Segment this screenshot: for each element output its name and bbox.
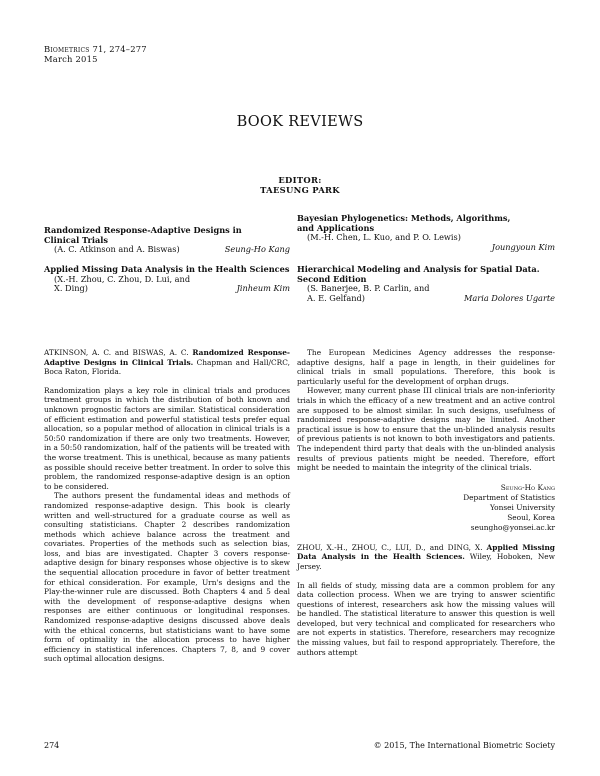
- review1-paragraph: Randomization plays a key role in clinical trials and produces treatment groups in which the distribution of both known and unknown prognostic factors are similar. Statistical consideration of efficient estimation and powerful statistical tests prefer equal allocation, so a popular method of allocation in clinical trials is a 50:50 randomization if there are only two treatments. However, in a 50:50 randomization, half of the patients will be treated with the worse treatment. This is unethical, because as many patients as possible should receive better treatment. In order to solve this problem, the randomized response-adaptive design is an option to be considered.: [44, 385, 290, 491]
- signature-email: seungho@yonsei.ac.kr: [470, 522, 555, 532]
- journal-name: Biometrics: [44, 44, 90, 54]
- signature-name: Seung-Ho Kang: [500, 482, 555, 492]
- left-column: [44, 348, 290, 664]
- toc-entry[interactable]: [297, 265, 555, 303]
- review2-publisher: Wiley, Hoboken, New Jersey.: [297, 552, 555, 571]
- review1-paragraph: The European Medicines Agency addresses the response-adaptive designs, half a page in length, in their guidelines for clinical trials in small populations. Therefore, this book is particularly useful for the development of orphan drugs.: [297, 348, 555, 386]
- toc-authors: (X.-H. Zhou, C. Zhou, D. Lui, and: [54, 273, 191, 284]
- toc-authors: A. E. Gelfand): [307, 292, 365, 303]
- journal-volume: 71, 274–277: [92, 44, 147, 54]
- journal-date: March 2015: [44, 54, 98, 64]
- editor-name: TAESUNG PARK: [260, 185, 340, 195]
- review1-paragraph: However, many current phase III clinical trials are non-inferiority trials in which the efficacy of a new treatment and an active control are supposed to be almost similar. In such designs, usefulness of randomized response-adaptive designs may be limited. Another practical issue is how to ensure that the un-blinded analysis results of previous patients is not known to both investigators and patients. The independent third party that deals with the un-blinded analysis results of previous patients might be needed. Therefore, effort might be needed to maintain the integrity of the clinical trials.: [297, 386, 555, 473]
- signature-city: Seoul, Korea: [507, 512, 555, 522]
- right-column: [297, 348, 555, 657]
- toc-reviewer: Joungyoun Kim: [491, 241, 555, 252]
- toc-entry[interactable]: [44, 226, 290, 255]
- review1-publisher: Chapman and Hall/CRC, Boca Raton, Florida.: [44, 357, 290, 377]
- review2-citation: [297, 543, 555, 572]
- review2-book-title: Applied Missing Data Analysis in the Health Sciences.: [297, 542, 555, 562]
- review1-book-title: Randomized Response-Adaptive Designs in Clinical Trials.: [44, 348, 290, 367]
- reviewer-signature: [297, 483, 555, 533]
- toc-title: Clinical Trials: [44, 234, 108, 245]
- toc-reviewer: Maria Dolores Ugarte: [464, 292, 555, 303]
- review1-authors: ATKINSON, A. C. and BISWAS, A. C.: [44, 348, 189, 357]
- toc-title: Hierarchical Modeling and Analysis for Spatial Data.: [297, 264, 540, 274]
- toc-reviewer: Jinheum Kim: [236, 283, 290, 294]
- toc-title: and Applications: [297, 222, 375, 233]
- toc-reviewer: Seung-Ho Kang: [224, 244, 290, 255]
- toc-title: Bayesian Phylogenetics: Methods, Algorithms,: [297, 213, 511, 223]
- section-title: BOOK REVIEWS: [236, 114, 364, 130]
- review2-paragraph: In all fields of study, missing data are a common problem for any data collection process. When we are trying to answer scientific questions of interest, researchers ask how the missing values will be handled. The statistical literature to answer this question is well developed, but very technical and complicated for researchers who are not experts in statistics. Therefore, researchers may recognize the missing values, but fail to respond appropriately. Therefore, the authors attempt: [297, 580, 555, 657]
- review2-authors: ZHOU, X.-H., ZHOU, C., LUI, D., and DING, X.: [297, 542, 483, 552]
- toc-entry[interactable]: [44, 265, 290, 294]
- copyright: © 2015, The International Biometric Society: [373, 741, 555, 750]
- toc-authors: (M.-H. Chen, L. Kuo, and P. O. Lewis): [307, 232, 461, 243]
- signature-univ: Yonsei University: [489, 502, 555, 512]
- page-number: 274: [44, 741, 60, 750]
- editor-label: EDITOR:: [278, 175, 322, 185]
- toc-title: Applied Missing Data Analysis in the Health Sciences: [44, 264, 290, 274]
- toc-authors: (A. C. Atkinson and A. Biswas): [54, 244, 180, 255]
- toc-title: Randomized Response-Adaptive Designs in: [44, 225, 242, 235]
- journal-header: [44, 44, 147, 64]
- toc-authors: (S. Banerjee, B. P. Carlin, and: [307, 283, 430, 294]
- editor-block: [0, 175, 600, 195]
- toc-entry[interactable]: [297, 214, 555, 253]
- toc-title: Second Edition: [297, 273, 367, 284]
- toc-authors: X. Ding): [54, 283, 88, 294]
- review1-citation: [44, 348, 290, 377]
- signature-dept: Department of Statistics: [463, 492, 555, 502]
- review1-paragraph: The authors present the fundamental ideas and methods of randomized response-adaptive design. This book is clearly written and well-structured for a graduate course as well as consulting statisticians. Chapter 2 describes randomization methods which achieve balance across the treatment and covariates. Properties of the methods such as selection bias, loss, and bias are investigated. Chapter 3 covers response-adaptive design for binary responses whose objective is to skew the sequential allocation procedure in favor of better treatment for ethical consideration. For example, Urn's designs and the Play-the-winner rule are discussed. Both Chapters 4 and 5 deal with the development of response-adaptive designs when responses are either continuous or longitudinal responses. Randomized response-adaptive designs discussed above deals with the ethical concerns, but statisticians want to have some form of optimality in the allocation process to have higher efficiency in statistical inferences. Chapters 7, 8, and 9 cover such optimal allocation designs.: [44, 491, 290, 664]
